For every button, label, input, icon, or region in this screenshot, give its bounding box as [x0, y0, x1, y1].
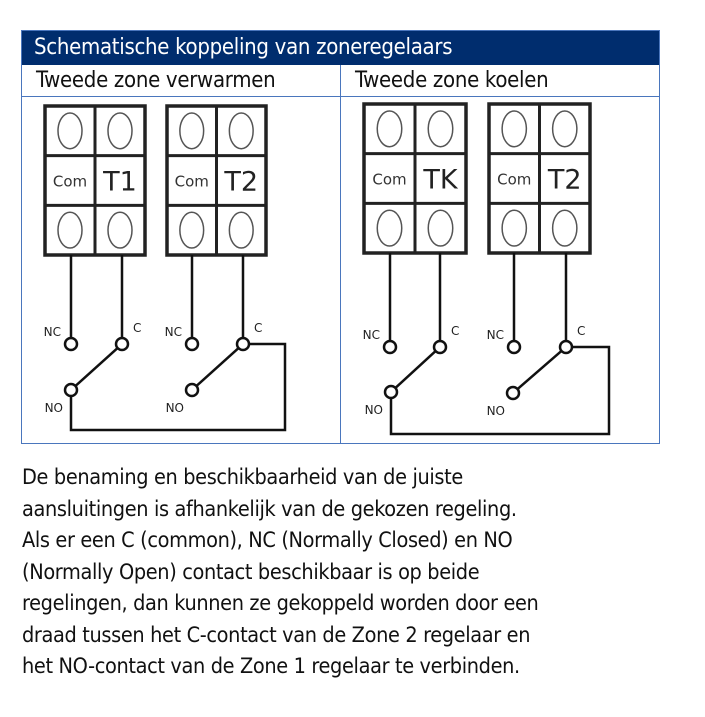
contact-no-label: NO — [364, 403, 383, 417]
switch-arm — [395, 351, 435, 388]
switch-arm — [196, 348, 238, 386]
description-line: De benaming en beschikbaarheid van de juiste — [22, 465, 463, 490]
description-line: Als er een C (common), NC (Normally Closed) en NO — [22, 528, 513, 553]
contact-no-icon — [507, 387, 519, 399]
contact-no-icon — [186, 384, 198, 396]
link-wire — [391, 347, 609, 434]
column-header-cooling: Tweede zone koelen — [355, 68, 549, 93]
contact-c-label: C — [133, 321, 142, 335]
contact-nc-icon — [384, 341, 396, 353]
switch-arm — [75, 348, 117, 386]
description-line: aansluitingen is afhankelijk van de gekozen regeling. — [22, 496, 517, 522]
com-label: Com — [497, 170, 532, 189]
terminal-block — [167, 106, 266, 255]
contact-nc-label: NC — [164, 325, 182, 339]
table-title: Schematische koppeling van zoneregelaars — [22, 31, 659, 65]
relay-wiring — [363, 253, 609, 434]
contact-no-icon — [65, 384, 77, 396]
terminal-label: T1 — [103, 166, 137, 198]
com-label: Com — [174, 172, 209, 191]
contact-c-icon — [237, 338, 249, 350]
contact-nc-icon — [186, 338, 198, 350]
contact-nc-label: NC — [486, 328, 504, 342]
terminal-label: T2 — [547, 164, 582, 196]
link-wire — [71, 344, 285, 430]
description-line: het NO-contact van de Zone 1 regelaar te verbinden. — [22, 654, 520, 679]
contact-no-label: NO — [44, 401, 63, 415]
contact-no-icon — [385, 386, 397, 398]
com-label: Com — [52, 172, 88, 191]
terminal-block — [45, 106, 145, 255]
contact-nc-icon — [65, 338, 77, 350]
contact-c-label: C — [451, 324, 460, 338]
contact-c-icon — [434, 341, 446, 353]
contact-no-label: NO — [165, 401, 184, 415]
contact-nc-label: NC — [43, 325, 61, 339]
contact-no-label: NO — [486, 404, 505, 418]
description-line: (Normally Open) contact beschikbaar is op beide — [22, 559, 480, 585]
contact-c-label: C — [254, 321, 263, 335]
contact-c-icon — [560, 341, 572, 353]
description-line: regelingen, dan kunnen ze gekoppeld worden door een — [22, 591, 539, 616]
terminal-block — [364, 104, 466, 253]
contact-c-label: C — [577, 324, 586, 338]
terminal-block — [489, 104, 590, 253]
column-header-heating: Tweede zone verwarmen — [36, 68, 276, 93]
terminal-label: TK — [423, 164, 458, 196]
terminal-label: T2 — [224, 166, 259, 198]
switch-arm — [518, 351, 562, 389]
com-label: Com — [372, 170, 407, 189]
description-line: draad tussen het C-contact van de Zone 2 regelaar en — [22, 622, 531, 648]
contact-c-icon — [116, 338, 128, 350]
contact-nc-label: NC — [362, 328, 380, 342]
description-paragraph — [22, 462, 692, 683]
relay-wiring — [44, 255, 285, 430]
contact-nc-icon — [508, 341, 520, 353]
